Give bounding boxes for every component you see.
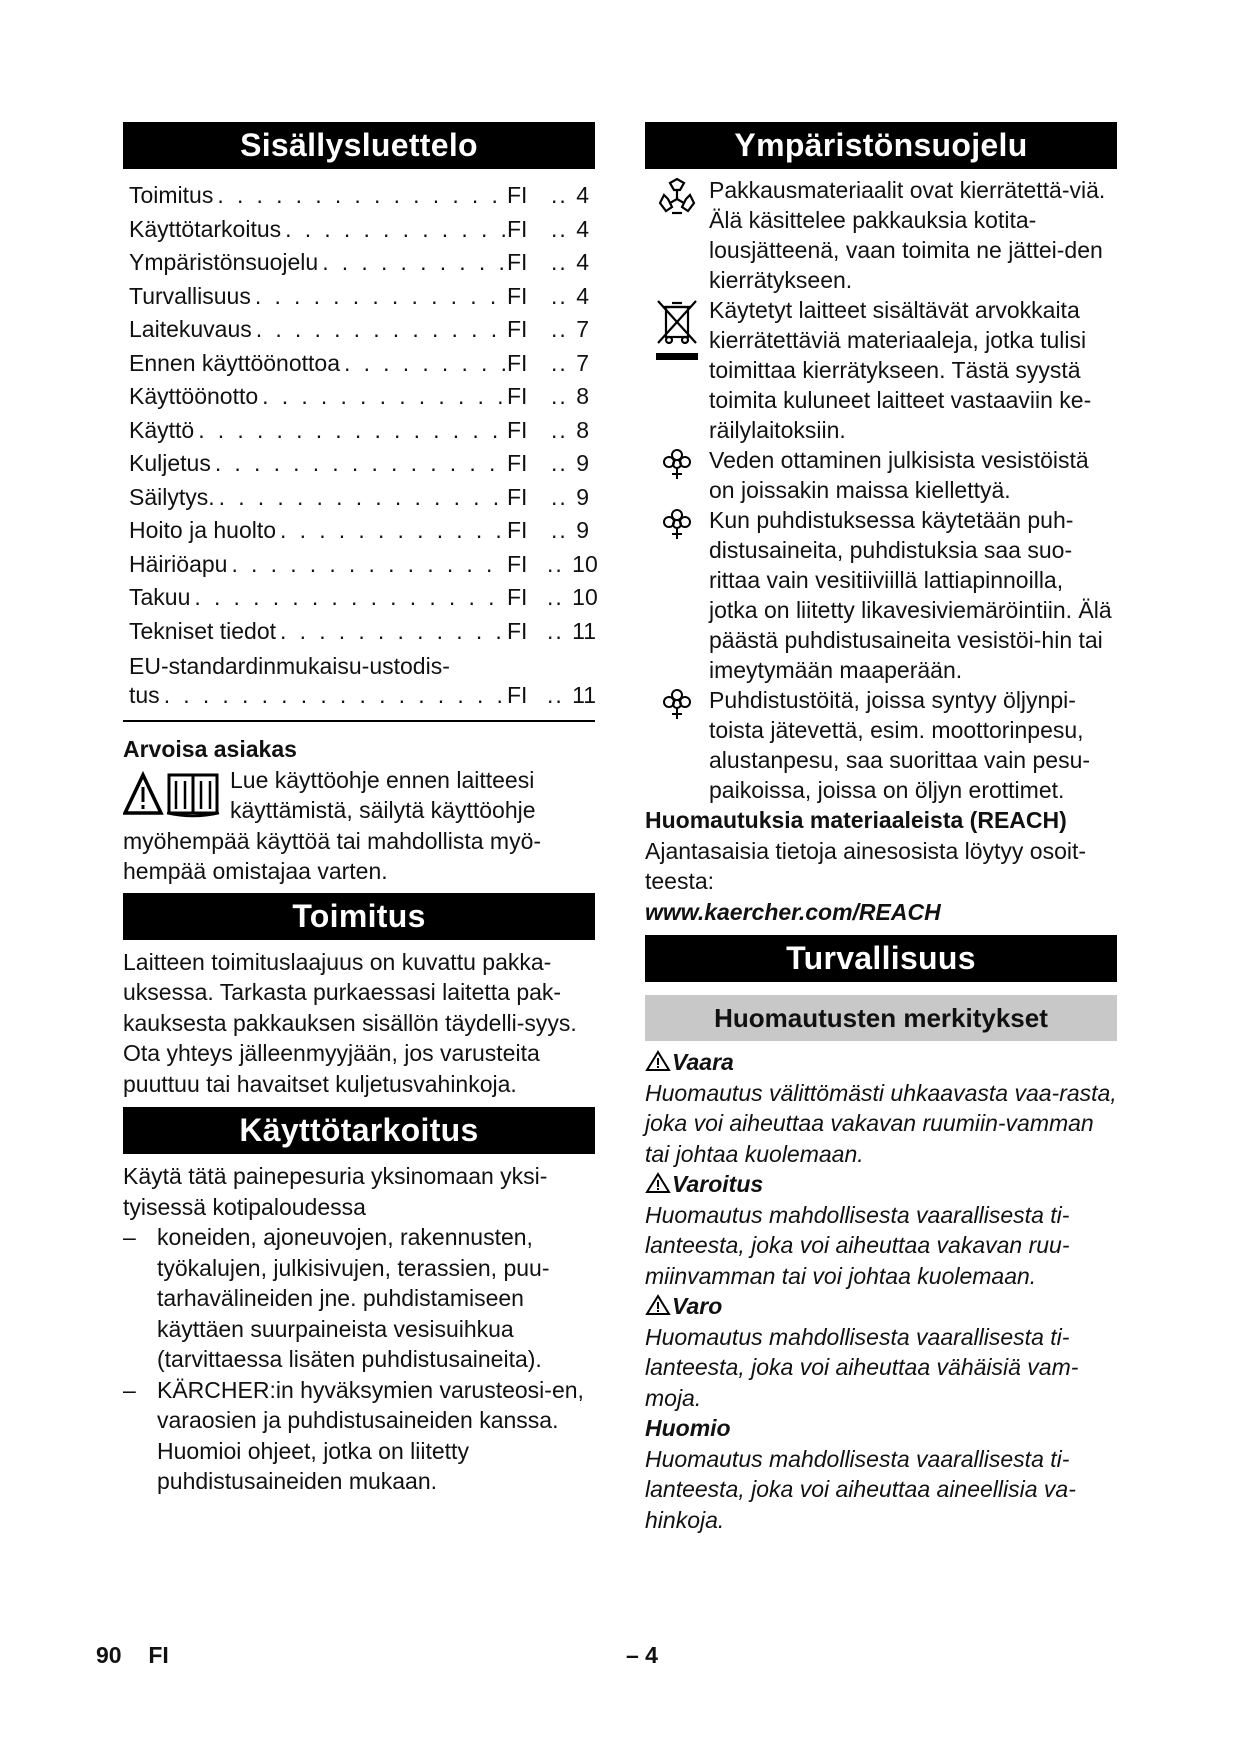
footer-page-info: [96, 1642, 169, 1669]
warning-manual-icon: [123, 765, 230, 826]
toc-entry-eu: [123, 652, 595, 710]
toc-entry[interactable]: [129, 447, 589, 481]
water-tap-icon: [645, 445, 709, 505]
table-of-contents: [123, 179, 598, 648]
toc-entry-title: Turvallisuus: [129, 282, 251, 309]
toc-entry-code: FI: [507, 617, 528, 644]
right-column: [645, 122, 1117, 1535]
safety-heading: Turvallisuus: [645, 935, 1117, 982]
toc-entry[interactable]: [129, 481, 589, 515]
environment-heading: Ympäristönsuojelu: [645, 122, 1117, 169]
toc-divider: [123, 720, 595, 722]
toc-entry-code: FI: [507, 450, 528, 476]
toc-entry-page: .. 8: [547, 380, 589, 414]
toc-entry-page: .. 7: [547, 347, 589, 381]
toc-entry-code: FI: [507, 282, 528, 309]
water-tap-icon: [645, 685, 709, 805]
list-item-text: KÄRCHER:in hyväksymien varusteosi-en, varaosien ja puhdistusaineiden kanssa. Huomioi ohjeet, jotka on liitetty puhdistusaineiden mukaan.: [157, 1376, 584, 1494]
toc-entry-title: Säilytys.: [129, 483, 215, 510]
environment-item-text: Pakkausmateriaalit ovat kierrätettä-viä. Älä käsittelee pakkauksia kotita-lousjätteenä, vaan toimita ne jättei-den kierrätykseen.: [709, 177, 1106, 293]
notes-heading: Huomautusten merkitykset: [645, 995, 1117, 1041]
toc-entry[interactable]: [129, 615, 597, 649]
purpose-paragraph: Käytä tätä painepesuria yksinomaan yksi-tyisessä kotipaloudessa: [123, 1163, 548, 1220]
toc-entry-page: .. 10: [547, 581, 589, 615]
environment-item: [645, 295, 1117, 445]
note-label-text: Vaara: [672, 1049, 734, 1075]
environment-item-text: Puhdistustöitä, joissa syntyy öljynpi-toista jätevettä, esim. moottorinpesu, alustanpesu, saa suorittaa vain pesu-paikoissa, joissa on öljyn erottimet.: [709, 687, 1091, 803]
environment-item-text: Kun puhdistuksessa käytetään puh-distusaineita, puhdistuksia saa suo-rittaa vain vesitiiviillä lattiapinnoilla, jotka on liitetty likavesiviemäröintiin. Älä päästä puhdistusaineita vesistöi-hin tai imeytymään maaperään.: [709, 507, 1112, 683]
toc-entry-code: FI: [507, 584, 528, 610]
dear-text-line2: käyttämistä, säilytä käyttöohje: [230, 797, 536, 823]
toc-entry-code: FI: [507, 349, 528, 376]
toc-entry-title: Häiriöapu: [129, 550, 228, 577]
toc-entry-title: Laitekuvaus: [129, 316, 252, 342]
toc-entry-page: .. 4: [547, 280, 589, 314]
toc-entry-title: Käyttöönotto: [129, 383, 259, 409]
list-item: – KÄRCHER:in hyväksymien varusteosi-en, varaosien ja puhdistusaineiden kanssa. Huomioi ohjeet, jotka on liitetty puhdistusaineiden mukaan.: [123, 1375, 595, 1497]
dear-customer-heading: Arvoisa asiakas: [123, 736, 297, 762]
toc-entry[interactable]: [129, 179, 589, 213]
purpose-list: [123, 1222, 595, 1497]
note-label-text: Huomio: [645, 1415, 731, 1441]
dear-text-line3: myöhempää käyttöä tai mahdollista myö-: [123, 827, 542, 854]
note-text: Huomautus mahdollisesta vaarallisesta ti-lanteesta, joka voi aiheuttaa aineellisia va-hinkoja.: [645, 1445, 1076, 1533]
toc-entry-code: FI: [507, 517, 528, 543]
footer-section-page: – 4: [626, 1642, 658, 1668]
toc-entry-code: FI: [507, 249, 528, 275]
footer-language: FI: [148, 1642, 169, 1668]
toc-entry[interactable]: [129, 548, 598, 582]
toc-entry-title: Kuljetus: [129, 450, 211, 476]
note-text: Huomautus välittömästi uhkaavasta vaa-rasta, joka voi aiheuttaa vakavan ruumiin-vamman tai johtaa kuolemaan.: [645, 1079, 1117, 1167]
recycle-icon: [645, 175, 709, 295]
toc-entry-page: .. 10: [547, 548, 589, 582]
toc-entry[interactable]: [129, 581, 598, 615]
reach-url[interactable]: www.kaercher.com/REACH: [645, 898, 941, 925]
toc-entry-code: FI: [507, 383, 528, 409]
toc-entry-title: Takuu: [129, 584, 191, 610]
toc-entry[interactable]: [129, 514, 589, 548]
toc-entry-eu-line2: tus: [129, 682, 160, 708]
toc-entry-title: Käyttötarkoitus: [129, 215, 282, 242]
left-column: [123, 122, 598, 1497]
toc-entry[interactable]: [129, 347, 589, 381]
dear-customer-intro: [123, 765, 595, 826]
toc-entry-page: .. 7: [547, 313, 589, 347]
note-label: [645, 1047, 1117, 1078]
toc-entry-title: Käyttö: [129, 416, 195, 443]
environment-item-text: Veden ottaminen julkisista vesistöistä on joissakin maissa kiellettyä.: [709, 447, 1089, 503]
warning-icon: [645, 1171, 672, 1197]
toc-entry[interactable]: [129, 246, 589, 280]
toc-entry-page: .. 11: [547, 681, 589, 710]
toc-entry-code: FI: [507, 550, 528, 577]
note-label-text: Varo: [672, 1293, 723, 1319]
toc-entry-title: Toimitus: [129, 182, 214, 208]
toc-entry-code: FI: [507, 416, 528, 443]
toc-entry-code: FI: [507, 483, 528, 510]
environment-item: [645, 445, 1117, 505]
water-tap-icon: [645, 505, 709, 685]
toc-entry-page: .. 9: [547, 447, 589, 481]
environment-item-text: Käytetyt laitteet sisältävät arvokkaita kierrätettäviä materiaaleja, jotka tulisi toimittaa kierrätykseen. Tästä syystä toimita kuluneet laitteet vastaaviin ke-räilylaitoksiin.: [709, 297, 1092, 443]
toc-entry-title: Ympäristönsuojelu: [129, 249, 319, 275]
toc-entry-title: Tekniset tiedot: [129, 617, 277, 644]
toc-entry-page: .. 9: [547, 481, 589, 515]
toc-entry[interactable]: [129, 313, 589, 347]
note-text: Huomautus mahdollisesta vaarallisesta ti-lanteesta, joka voi aiheuttaa vakavan ruu-miinvamman tai voi johtaa kuolemaan.: [645, 1201, 1070, 1289]
dear-text-line4: hempää omistajaa varten.: [123, 858, 388, 884]
delivery-paragraph-2: Ota yhteys jälleenmyyjään, jos varusteita puuttuu tai havaitset kuljetusvahinkoja.: [123, 1040, 540, 1097]
toc-entry-code: FI: [507, 682, 528, 708]
reach-text: Ajantasaisia tietoja ainesosista löytyy osoit-teesta:: [645, 837, 1087, 894]
toc-heading: Sisällysluettelo: [123, 122, 595, 169]
toc-entry-page: .. 11: [547, 615, 589, 649]
note-label-text: Varoitus: [672, 1171, 764, 1197]
delivery-heading: Toimitus: [123, 893, 595, 940]
notes-list: [645, 1047, 1117, 1535]
toc-entry[interactable]: [129, 280, 589, 314]
toc-entry[interactable]: [129, 213, 589, 247]
toc-entry-code: FI: [507, 182, 528, 208]
reach-heading: Huomautuksia materiaaleista (REACH): [645, 807, 1067, 833]
toc-entry-code: FI: [507, 215, 528, 242]
toc-entry-title: Ennen käyttöönottoa: [129, 349, 340, 376]
toc-entry-page: .. 8: [547, 414, 589, 448]
toc-entry-page: .. 4: [547, 179, 589, 213]
environment-item: [645, 685, 1117, 805]
toc-entry[interactable]: [129, 380, 589, 414]
note-text: Huomautus mahdollisesta vaarallisesta ti-lanteesta, joka voi aiheuttaa vähäisiä vam-moja.: [645, 1323, 1079, 1411]
toc-entry-code: FI: [507, 316, 528, 342]
environment-item: [645, 505, 1117, 685]
warning-icon: [645, 1049, 672, 1075]
dear-text-line1: Lue käyttöohje ennen laitteesi: [230, 766, 535, 793]
purpose-heading: Käyttötarkoitus: [123, 1107, 595, 1154]
list-item: – koneiden, ajoneuvojen, rakennusten, työkalujen, julkisivujen, terassien, puu-tarhavälineiden jne. puhdistamiseen käyttäen suurpaineista vesisuihkua (tarvittaessa lisäten puhdistusaineita).: [123, 1222, 595, 1375]
toc-entry-eu-line1: EU-standardinmukaisu-ustodis-: [129, 653, 450, 679]
note-label: [645, 1291, 1117, 1322]
toc-entry-title: Hoito ja huolto: [129, 517, 277, 543]
warning-icon: [645, 1293, 672, 1319]
toc-entry-page: .. 4: [547, 213, 589, 247]
list-item-text: koneiden, ajoneuvojen, rakennusten, työkalujen, julkisivujen, terassien, puu-tarhavälineiden jne. puhdistamiseen käyttäen suurpaineista vesisuihkua (tarvittaessa lisäten puhdistusaineita).: [157, 1224, 550, 1372]
note-label: [645, 1413, 1117, 1444]
delivery-paragraph-1: Laitteen toimituslaajuus on kuvattu pakka-uksessa. Tarkasta purkaessasi laitetta pak-kauksesta pakkauksen sisällön täydelli-syys.: [123, 948, 577, 1036]
toc-entry[interactable]: [129, 414, 589, 448]
toc-entry-page: .. 9: [547, 514, 589, 548]
environment-item: [645, 175, 1117, 295]
footer-page-number: 90: [96, 1642, 122, 1668]
note-label: [645, 1169, 1117, 1200]
environment-list: [645, 175, 1117, 805]
waste-bin-crossed-icon: [645, 295, 709, 445]
toc-entry-page: .. 4: [547, 246, 589, 280]
